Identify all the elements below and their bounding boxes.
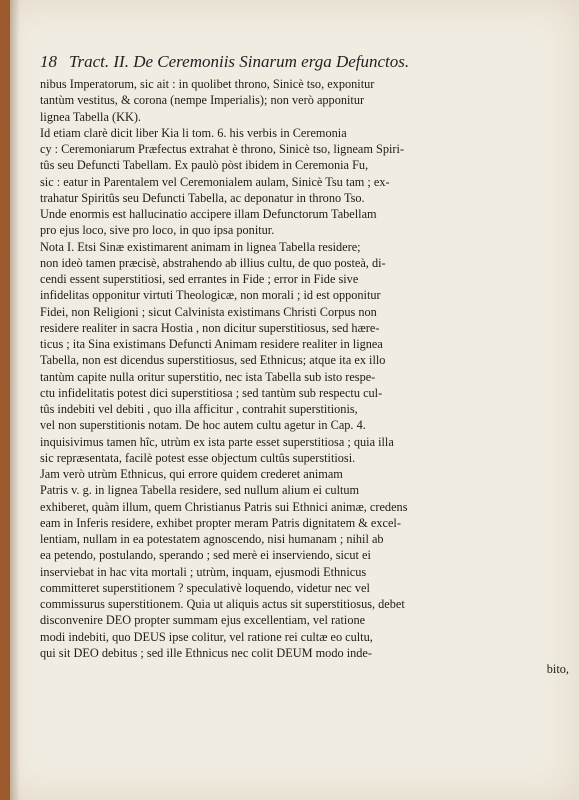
text-line: qui sit DEO debitus ; sed ille Ethnicus nec colit DEUM modo inde- (40, 645, 372, 660)
text-line: tantùm vestitus, & corona (nempe Imperialis); non verò apponitur (40, 93, 365, 108)
text-line: disconvenire DEO propter summam ejus excellentiam, vel ratione (40, 613, 366, 628)
text-line: cy : Ceremoniarum Præfectus extrahat è throno, Sinicè tso, ligneam Spiri- (40, 142, 405, 156)
text-line: cendi essent superstitiosi, sed errantes in Fide ; error in Fide sive (40, 272, 359, 286)
text-line: ea petendo, postulando, sperando ; sed merè ei inserviendo, sicut ei (40, 548, 371, 563)
page-number: 18 (40, 52, 57, 71)
text-line: lignea Tabella (KK). (40, 109, 142, 124)
text-line: trahatur Spiritûs seu Defuncti Tabella, ac deponatur in throno Tso. (40, 190, 365, 205)
text-line: ticus ; ita Sina existimans Defuncti Animam residere realiter in lignea (40, 337, 383, 351)
text-line: residere realiter in sacra Hostia , non dicitur superstitiosus, sed hære- (40, 320, 380, 335)
text-line: exhiberet, quàm illum, quem Christianus Patris sui Ethnici animæ, credens (40, 499, 408, 514)
text-line: Tabella, non est dicendus superstitiosus, sed Ethnicus; atque ita ex illo (40, 353, 386, 368)
text-line: inquisivimus tamen hîc, utrùm ex ista parte esset superstitiosa ; quia illa (40, 434, 394, 449)
running-header (40, 52, 579, 74)
text-line: modi indebiti, quo DEUS ipse colitur, vel ratione rei cultæ eo cultu, (40, 629, 373, 644)
text-line: inserviebat in hac vita mortali ; utrùm, inquam, ejusmodi Ethnicus (40, 564, 367, 579)
text-line: vel non superstitionis notam. De hoc autem cultu agetur in Cap. 4. (40, 418, 366, 433)
book-spine (0, 0, 10, 800)
text-line: eam in Inferis residere, exhibet propter meram Patris dignitatem & excel- (40, 515, 401, 530)
running-title: Tract. II. De Ceremoniis Sinarum erga Defunctos. (69, 52, 410, 71)
text-line: committeret superstitionem ? speculativè loquendo, videtur nec vel (40, 580, 370, 595)
text-line: commissurus superstitionem. Quia ut aliquis actus sit superstitiosus, debet (40, 597, 405, 611)
text-line: Nota I. Etsi Sinæ existimarent animam in lignea Tabella residere; (40, 239, 361, 254)
text-line: Id etiam clarè dicit liber Kia li tom. 6. his verbis in Ceremonia (40, 125, 347, 140)
text-line: Fidei, non Religioni ; sicut Calvinista existimans Christi Corpus non (40, 304, 377, 319)
text-line: lentiam, nullam in ea potestatem agnoscendo, nisi humanam ; nihil ab (40, 532, 384, 546)
text-line: Jam verò utrùm Ethnicus, qui errore quidem crederet animam (40, 467, 343, 481)
text-line: tûs seu Defuncti Tabellam. Ex paulò pòst ibidem in Ceremonia Fu, (40, 158, 369, 173)
text-line: pro ejus loco, sive pro loco, in quo ipsa ponitur. (40, 223, 275, 238)
text-line: sic repræsentata, facilè potest esse objectum cultûs superstitiosi. (40, 450, 356, 465)
text-line: ctu infidelitatis potest dici superstitiosa ; sed tantùm sub respectu cul- (40, 385, 383, 400)
text-line: infidelitas opponitur virtuti Theologicæ, non morali ; id est opponitur (40, 288, 381, 303)
text-line: tantùm capite nulla oritur superstitio, nec ista Tabella sub isto respe- (40, 369, 376, 384)
gutter-shadow (10, 0, 20, 800)
text-line: sic : eatur in Parentalem vel Ceremonialem aulam, Sinicè Tsu tam ; ex- (40, 174, 390, 189)
text-line: nibus Imperatorum, sic ait : in quolibet throno, Sinicè tso, exponitur (40, 77, 375, 91)
text-line: tûs indebiti vel debiti , quo illa afficitur , contrahit superstitionis, (40, 402, 358, 416)
text-line: non ideò tamen præcisè, abstrahendo ab illius cultu, de quo posteà, di- (40, 255, 386, 270)
body-text (40, 76, 579, 788)
catchword: bito, (546, 662, 569, 676)
text-line: Patris v. g. in lignea Tabella residere, sed nullum alium ei cultum (40, 483, 360, 498)
text-line: Unde enormis est hallucinatio accipere illam Defunctorum Tabellam (40, 207, 377, 221)
